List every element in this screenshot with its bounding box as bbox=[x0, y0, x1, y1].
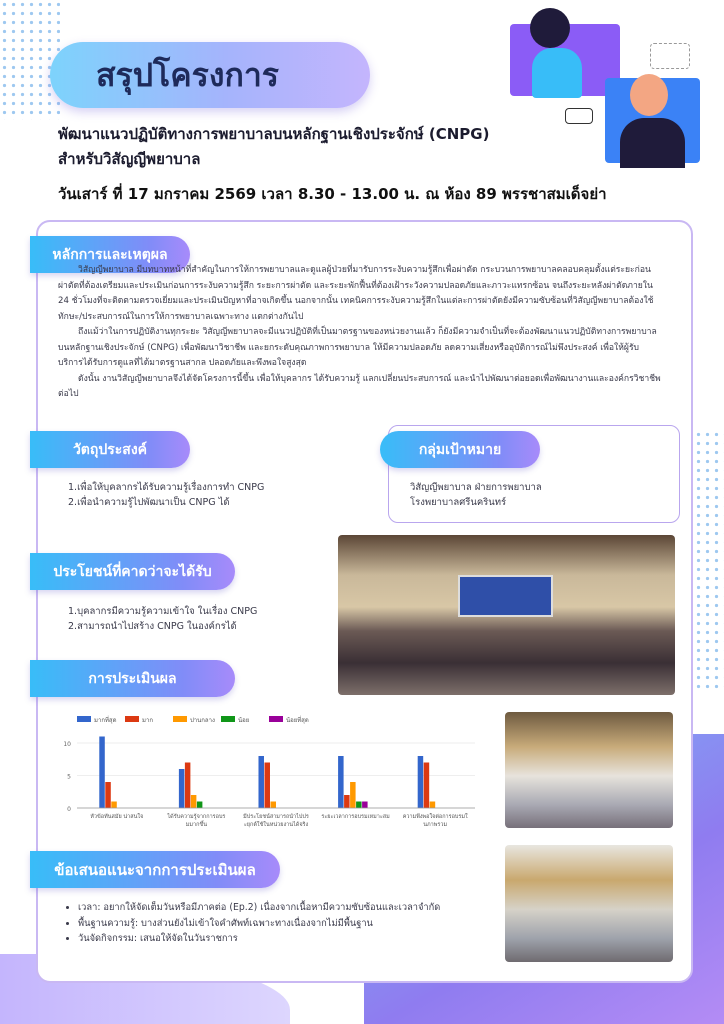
bar bbox=[344, 795, 350, 808]
page-title: สรุปโครงการ bbox=[50, 42, 370, 108]
section-heading-target: กลุ่มเป้าหมาย bbox=[380, 431, 540, 468]
bar bbox=[362, 802, 368, 809]
bar bbox=[264, 763, 270, 809]
bar bbox=[270, 802, 276, 809]
legend-label: น้อยที่สุด bbox=[286, 717, 309, 724]
section-heading-suggestions: ข้อเสนอแนะจากการประเมินผล bbox=[30, 851, 280, 888]
projector-screen bbox=[458, 575, 553, 617]
list-item: • วันจัดกิจกรรม: เสนอให้จัดในวันราชการ bbox=[78, 931, 493, 947]
list-item: 2.สามารถนำไปสร้าง CNPG ในองค์กรได้ bbox=[68, 621, 237, 632]
bar bbox=[418, 756, 424, 808]
x-tick-label: ระยะเวลาการอบรมเหมาะสม bbox=[321, 814, 390, 820]
project-name: พัฒนาแนวปฏิบัติทางการพยาบาลบนหลักฐานเชิงประจักษ์ (CNPG) bbox=[58, 125, 490, 143]
bar bbox=[185, 763, 191, 809]
section-heading-rationale: หลักการและเหตุผล bbox=[30, 236, 190, 273]
project-audience: สำหรับวิสัญญีพยาบาล bbox=[58, 150, 201, 168]
list-item: 1.เพื่อให้บุคลากรได้รับความรู้เรื่องการทำ CNPG bbox=[68, 482, 265, 493]
list-item: 2.เพื่อนำความรู้ไปพัฒนาเป็น CNPG ได้ bbox=[68, 497, 230, 508]
event-date: วันเสาร์ ที่ 17 มกราคม 2569 เวลา 8.30 - 13.00 น. ณ ห้อง 89 พรรชาสมเด็จย่า bbox=[58, 185, 607, 203]
section-heading-benefits: ประโยชน์ที่คาดว่าจะได้รับ bbox=[30, 553, 235, 590]
list-item: • เวลา: อยากให้จัดเต็มวันหรือมีภาคต่อ (Ep.2) เนื่องจากเนื้อหามีความซับซ้อนและเวลาจำกัด bbox=[78, 900, 493, 916]
bar bbox=[350, 782, 356, 808]
target-line: วิสัญญีพยาบาล ฝ่ายการพยาบาล bbox=[410, 482, 542, 493]
rationale-text bbox=[58, 263, 663, 403]
bar bbox=[424, 763, 430, 809]
legend-label: น้อย bbox=[238, 717, 250, 724]
evaluation-bar-chart bbox=[55, 712, 480, 842]
x-tick-label: หัวข้อทันสมัย น่าสนใจ bbox=[90, 814, 144, 820]
bar bbox=[197, 802, 203, 809]
section-heading-evaluation: การประเมินผล bbox=[30, 660, 235, 697]
bar bbox=[99, 737, 105, 809]
bar bbox=[356, 802, 362, 809]
bar bbox=[191, 795, 197, 808]
section-heading-objectives: วัตถุประสงค์ bbox=[30, 431, 190, 468]
x-tick-label: มีประโยชน์สามารถนำไปปร bbox=[243, 814, 309, 820]
legend-swatch bbox=[173, 716, 187, 722]
rationale-paragraph: วิสัญญีพยาบาล มีบทบาทหน้าที่สำคัญในการให้การพยาบาลและดูแลผู้ป่วยที่มารับการระงับความรู้สึกเพื่อผ่าตัด กระบวนการพยาบาลคลอบคลุมตั้งแต่ระยะก่อนผ่าตัดที่ต้องเตรียมและประเมินก่อนการระงับความรู้สึก ระยะการผ่าตัด และระยะพักฟื้นที่ต้องเฝ้าระวังความปลอดภัยและภาวะแทรกซ้อน จนถึงระยะหลังผ่าตัดภายใน 24 ชั่วโมงที่จะติดตามตรวจเยี่ยมและประเมินปัญหาที่อาจเกิดขึ้น นอกจากนั้น เทคนิคการระงับความรู้สึกในแต่ละการผ่าตัดยังมีความซับซ้อนที่วิสัญญีพยาบาลต้องใช้ทักษะ/ประสบการณ์ในการให้การพยาบาลเฉพาะทาง แตกต่างกันไป bbox=[58, 265, 654, 322]
bar bbox=[105, 782, 111, 808]
benefits-list bbox=[68, 604, 328, 634]
bar bbox=[430, 802, 436, 809]
target-line: โรงพยาบาลศรีนครินทร์ bbox=[410, 497, 507, 508]
dot-pattern bbox=[694, 430, 724, 690]
legend-label: มาก bbox=[142, 717, 153, 724]
legend-swatch bbox=[269, 716, 283, 722]
rationale-paragraph: ถึงแม้ว่าในการปฏิบัติงานทุกระยะ วิสัญญีพยาบาลจะมีแนวปฏิบัติที่เป็นมาตรฐานของหน่วยงานแล้ว ก็ยังมีความจำเป็นที่จะต้องพัฒนาแนวปฏิบัติทางการพยาบาลบนหลักฐานเชิงประจักษ์ (CNPG) เพื่อพัฒนาวิชาชีพ และยกระดับคุณภาพการพยาบาล ให้มีความปลอดภัย ลดความเสี่ยงหรืออุบัติการณ์ไม่พึงประสงค์ เพื่อให้ผู้รับบริการได้รับการดูแลที่ได้มาตรฐานสากล ปลอดภัยและพึงพอใจสูงสุด bbox=[58, 327, 657, 368]
legend-swatch bbox=[221, 716, 235, 722]
bar bbox=[258, 756, 264, 808]
y-tick-label: 10 bbox=[63, 741, 71, 748]
group-photo bbox=[338, 535, 675, 695]
rationale-paragraph: ดังนั้น งานวิสัญญีพยาบาลจึงได้จัดโครงการนี้ขึ้น เพื่อให้บุคลากร ได้รับความรู้ แลกเปลี่ยนประสบการณ์ และนำไปพัฒนาต่อยอดเพื่อพัฒนางานและองค์กรวิชาชีพต่อไป bbox=[58, 373, 661, 399]
x-tick-label: ะยุกต์ใช้ในหน่วยงานได้จริง bbox=[243, 822, 309, 828]
bar bbox=[179, 769, 185, 808]
x-tick-label: นภาพรวม bbox=[423, 822, 448, 828]
legend-swatch bbox=[125, 716, 139, 722]
target-text bbox=[410, 480, 670, 510]
workshop-photo bbox=[505, 712, 673, 828]
legend-label: มากที่สุด bbox=[94, 717, 117, 724]
y-tick-label: 5 bbox=[67, 773, 71, 781]
workshop-photo bbox=[505, 845, 673, 962]
objectives-list bbox=[68, 480, 368, 510]
list-item: • พื้นฐานความรู้: บางส่วนยังไม่เข้าใจคำศัพท์เฉพาะทางเนื่องจากไม่มีพื้นฐาน bbox=[78, 916, 493, 932]
list-item: 1.บุคลากรมีความรู้ความเข้าใจ ในเรื่อง CNPG bbox=[68, 606, 258, 617]
dot-pattern bbox=[0, 0, 60, 120]
y-tick-label: 0 bbox=[67, 806, 71, 813]
bar bbox=[111, 802, 117, 809]
suggestions-list bbox=[78, 900, 493, 947]
legend-swatch bbox=[77, 716, 91, 722]
bar bbox=[338, 756, 344, 808]
legend-label: ปานกลาง bbox=[190, 717, 215, 724]
x-tick-label: ได้รับความรู้จากการอบร bbox=[167, 814, 226, 820]
x-tick-label: ความพึงพอใจต่อการอบรมใ bbox=[402, 814, 468, 820]
x-tick-label: มมากขึ้น bbox=[185, 822, 208, 828]
chat-illustration bbox=[510, 8, 705, 168]
